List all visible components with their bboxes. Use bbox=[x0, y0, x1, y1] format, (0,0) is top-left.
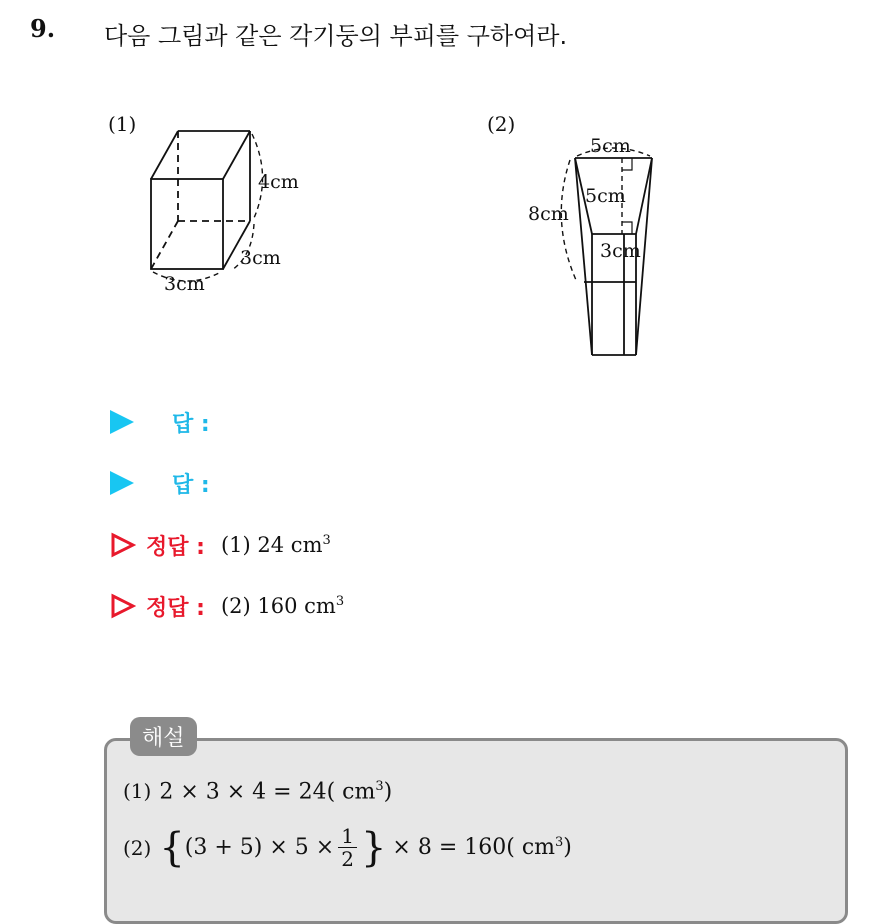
correct-answer-row-1 bbox=[110, 528, 331, 562]
figure2-label: (2) bbox=[487, 112, 516, 136]
explanation-close-paren: ) bbox=[563, 835, 572, 860]
fig2-bottom-label: 3cm bbox=[600, 240, 641, 262]
fig2-trap-height-label: 5cm bbox=[585, 185, 626, 207]
explanation-close-paren: ) bbox=[383, 779, 393, 805]
figure1-cuboid bbox=[140, 120, 300, 300]
outline-arrow-icon bbox=[110, 532, 136, 558]
right-brace: } bbox=[360, 824, 387, 871]
fraction-denominator: 2 bbox=[341, 847, 354, 871]
fig1-depth-label: 3cm bbox=[240, 247, 281, 269]
explanation-tab: 해설 bbox=[130, 717, 197, 756]
correct-answer-value bbox=[221, 533, 331, 557]
explanation-expression: 2 × 3 × 4 = 24( cm bbox=[159, 779, 376, 805]
correct-answer-value bbox=[221, 594, 344, 618]
question-text: 다음 그림과 같은 각기둥의 부피를 구하여라. bbox=[104, 22, 568, 50]
fig2-height-label: 8cm bbox=[528, 203, 569, 225]
correct-answer-label: 정답 : bbox=[146, 534, 205, 560]
answer-prompt-row-2 bbox=[110, 466, 210, 500]
answer-item-exponent: 3 bbox=[322, 533, 331, 548]
fraction-numerator: 1 bbox=[338, 825, 357, 848]
explanation-expression-right: × 8 = 160( cm bbox=[392, 835, 556, 860]
answer-prompt-row-1 bbox=[110, 405, 210, 439]
figure2-trapezoid-prism bbox=[520, 130, 680, 362]
explanation-line-2 bbox=[123, 825, 572, 870]
fig1-width-label: 3cm bbox=[164, 273, 205, 295]
fig1-height-label: 4cm bbox=[258, 171, 299, 193]
fraction bbox=[338, 825, 357, 870]
answer-item-number: (2) bbox=[220, 594, 251, 618]
outline-arrow-icon bbox=[110, 593, 136, 619]
explanation-line-1 bbox=[123, 779, 392, 804]
explanation-line-number: (2) bbox=[123, 835, 152, 860]
explanation-line-number: (1) bbox=[123, 779, 152, 804]
answer-label: 답 : bbox=[172, 411, 210, 437]
explanation-expression-left: (3 + 5) × 5 × bbox=[184, 835, 335, 860]
fig2-top-label: 5cm bbox=[590, 135, 631, 157]
correct-answer-row-2 bbox=[110, 589, 344, 623]
answer-label: 답 : bbox=[172, 472, 210, 498]
explanation-box bbox=[104, 738, 848, 924]
figure1-label: (1) bbox=[108, 112, 137, 136]
answer-item-exponent: 3 bbox=[335, 594, 345, 609]
answer-item-number: (1) bbox=[220, 533, 251, 557]
explanation-exponent: 3 bbox=[375, 779, 384, 794]
play-arrow-icon bbox=[110, 471, 134, 495]
answer-item-value: 160 cm bbox=[257, 594, 336, 618]
correct-answer-label: 정답 : bbox=[146, 595, 205, 621]
play-arrow-icon bbox=[110, 410, 134, 434]
left-brace: { bbox=[159, 824, 185, 871]
answer-item-value: 24 cm bbox=[257, 533, 323, 557]
explanation-exponent: 3 bbox=[555, 835, 564, 850]
question-number: 9. bbox=[30, 14, 56, 43]
